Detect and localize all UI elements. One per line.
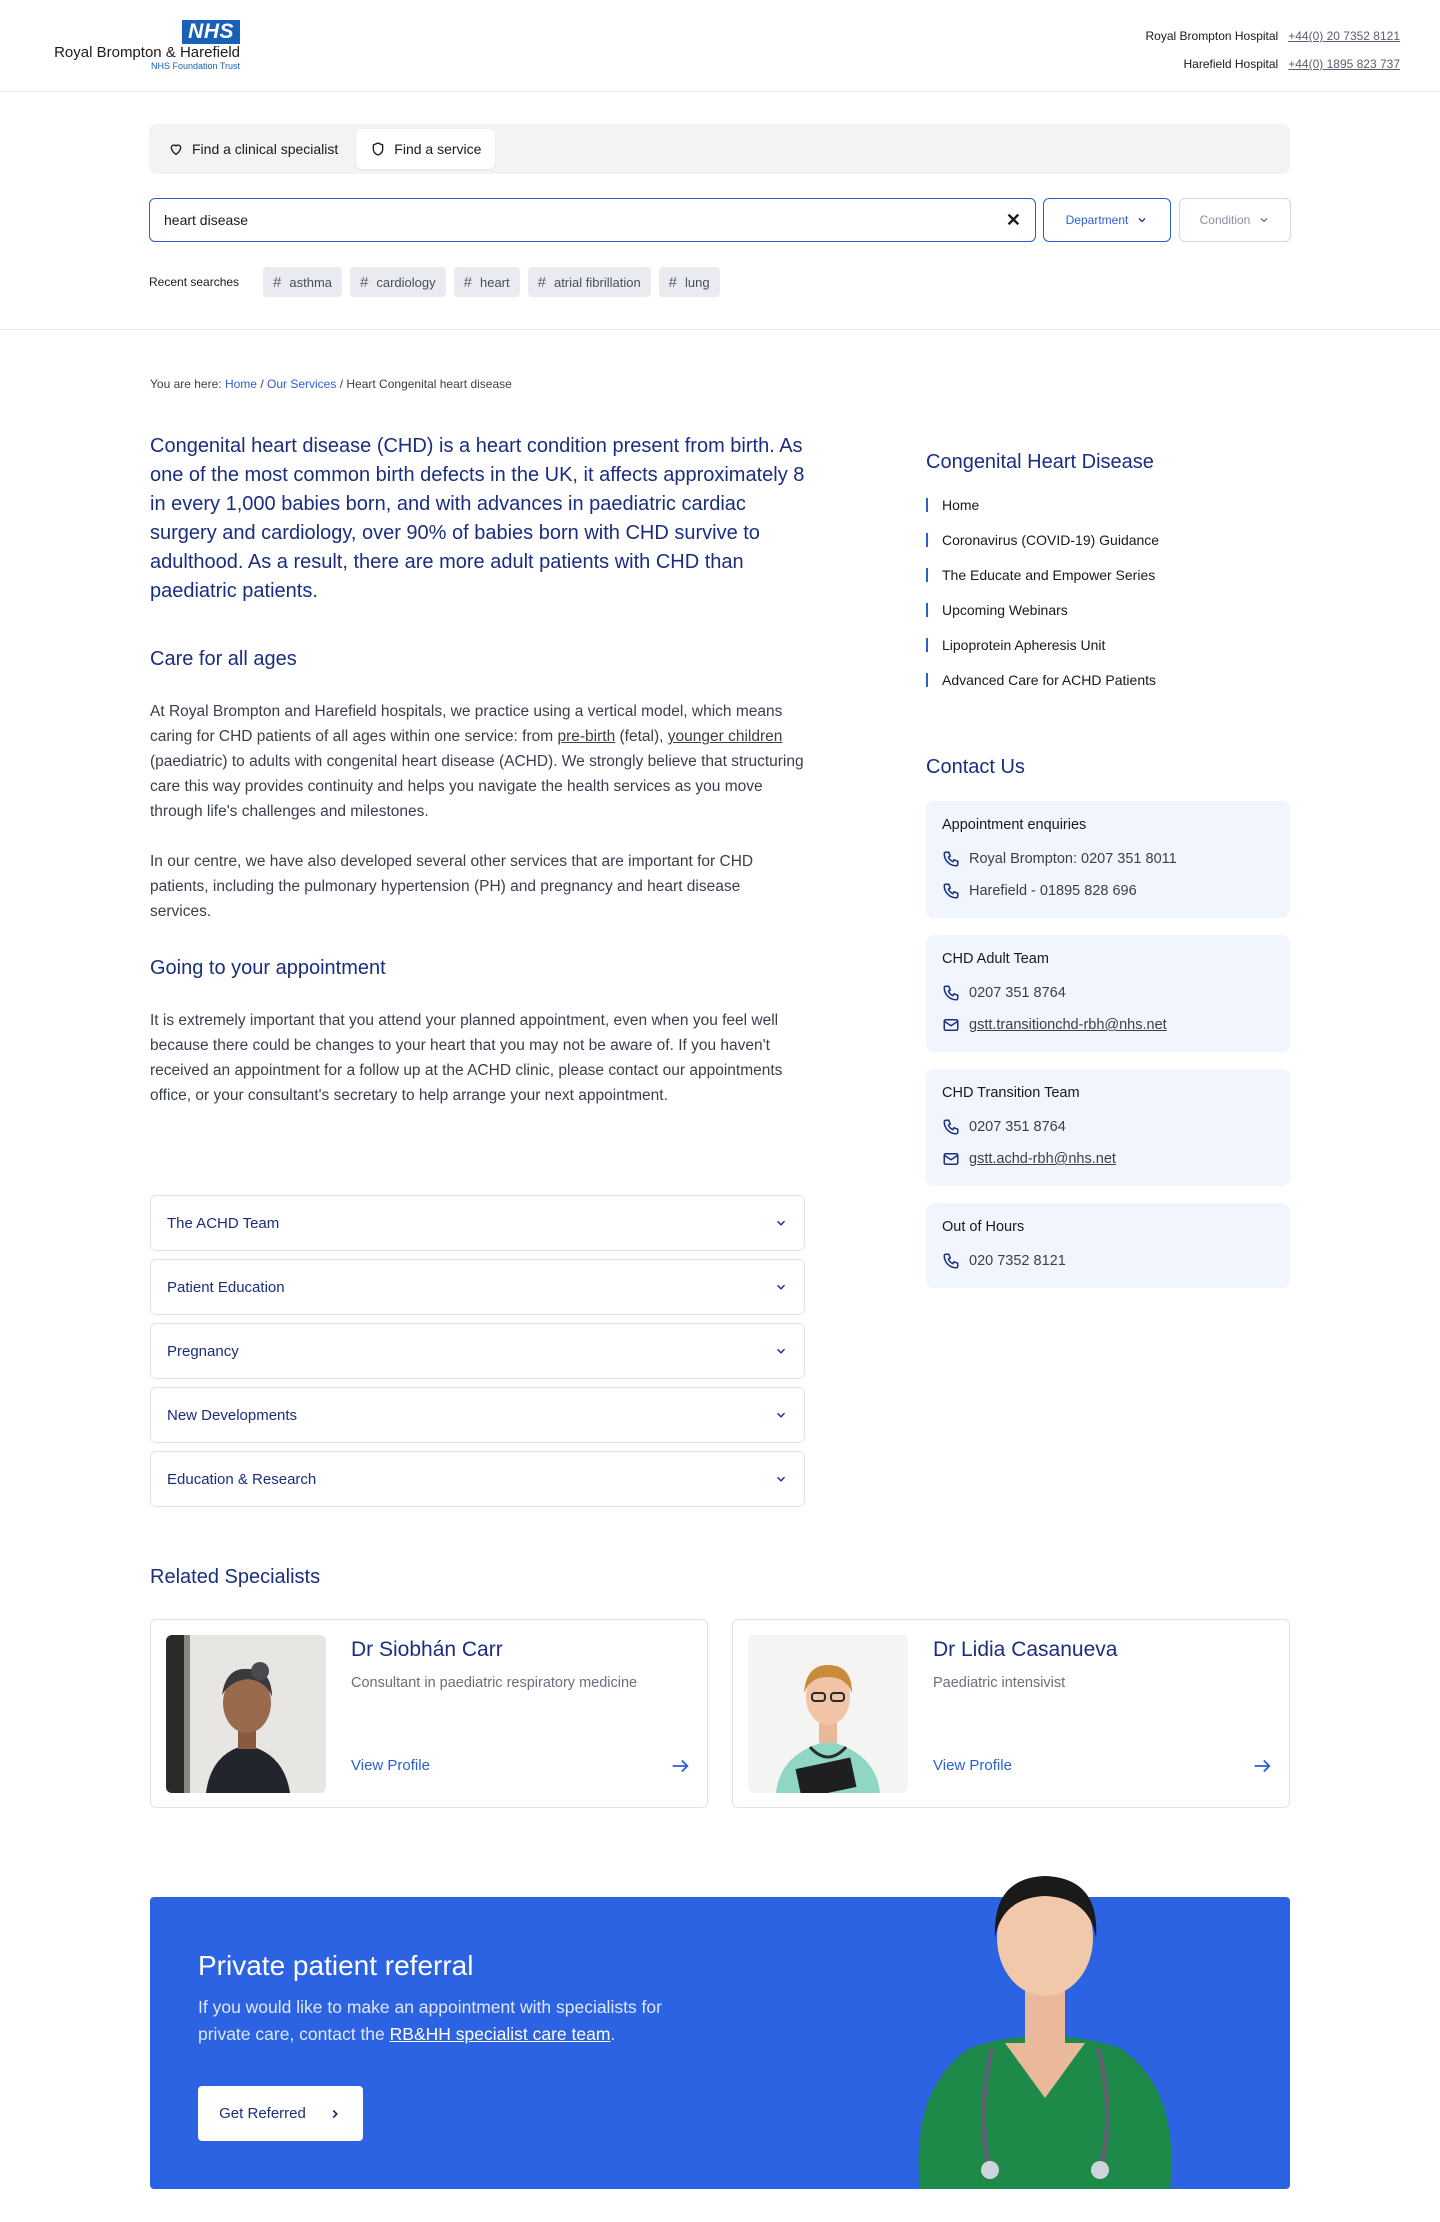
main-content (150, 432, 805, 1108)
accordion-label: Education & Research (167, 1470, 317, 1488)
specialist-care-team-link[interactable]: RB&HH specialist care team (389, 2024, 611, 2044)
logo-name: Royal Brompton & Harefield (54, 44, 240, 61)
phone-text: Royal Brompton: 0207 351 8011 (969, 851, 1177, 867)
shield-icon (370, 141, 386, 157)
hash-icon: # (273, 273, 282, 291)
sidebar-item-advanced-care[interactable]: Advanced Care for ACHD Patients (926, 673, 1290, 687)
chevron-down-icon (774, 1280, 788, 1294)
phone-text: 020 7352 8121 (969, 1253, 1066, 1269)
specialists-heading: Related Specialists (150, 1566, 321, 1588)
contact-card-transition-team (926, 1069, 1290, 1186)
recent-chip[interactable] (528, 267, 651, 297)
phone-text: 0207 351 8764 (969, 1119, 1066, 1135)
dropdown-label: Condition (1199, 213, 1251, 227)
care-paragraph (150, 699, 805, 824)
specialist-role: Consultant in paediatric respiratory medicine (351, 1675, 638, 1691)
search-query: heart disease (164, 212, 249, 228)
contact-royal-brompton (1146, 22, 1401, 50)
sidebar-item-apheresis[interactable]: Lipoprotein Apheresis Unit (926, 638, 1290, 652)
clear-icon[interactable]: ✕ (1005, 209, 1021, 230)
mail-icon (942, 1150, 960, 1168)
text-span: . (610, 2024, 616, 2044)
phone-icon (942, 1118, 960, 1136)
email-link[interactable] (942, 1143, 1274, 1175)
email-link[interactable] (942, 1009, 1274, 1041)
card-title: Appointment enquiries (942, 817, 1087, 833)
header-contacts (1146, 22, 1401, 78)
heart-icon (168, 141, 184, 157)
chevron-down-icon (774, 1472, 788, 1486)
chevron-right-icon (328, 2107, 342, 2121)
search-input[interactable] (149, 198, 1036, 242)
tab-find-specialist[interactable] (154, 129, 352, 169)
text-span: At Royal Brompton and Harefield hospitals, we practice using a vertical model, which means caring for CHD patients of all ages within one service: from (150, 703, 783, 745)
phone-text: Harefield - 01895 828 696 (969, 883, 1137, 899)
card-title: CHD Adult Team (942, 951, 1049, 967)
accordion-label: Pregnancy (167, 1342, 239, 1360)
recent-chip[interactable] (454, 267, 520, 297)
specialist-photo (166, 1635, 326, 1793)
contact-title: Contact Us (926, 756, 1025, 778)
contact-card-adult-team (926, 935, 1290, 1052)
accordion-pregnancy[interactable] (150, 1323, 805, 1379)
promo-title: Private patient referral (198, 1950, 474, 1981)
hospital-phone-link[interactable]: +44(0) 1895 823 737 (1288, 57, 1400, 71)
hash-icon: # (360, 273, 369, 291)
breadcrumb-services-link[interactable]: Our Services (267, 377, 337, 391)
chip-label: lung (685, 274, 710, 290)
phone-icon (942, 850, 960, 868)
breadcrumb-current: Heart Congenital heart disease (346, 377, 512, 391)
button-label: Get Referred (219, 2105, 306, 2122)
hash-icon: # (463, 273, 472, 291)
view-profile-link[interactable]: View Profile (933, 1757, 1012, 1774)
contact-card-out-of-hours (926, 1203, 1290, 1288)
breadcrumb-home-link[interactable]: Home (224, 377, 257, 391)
contact-card-appointments (926, 801, 1290, 918)
appointment-heading: Going to your appointment (150, 957, 386, 979)
tab-label: Find a service (394, 141, 482, 157)
condition-dropdown[interactable] (1179, 198, 1291, 242)
view-profile-link[interactable]: View Profile (351, 1757, 430, 1774)
dropdown-label: Department (1065, 213, 1129, 227)
accordion-label: The ACHD Team (167, 1214, 280, 1232)
recent-chip[interactable] (659, 267, 720, 297)
pre-birth-link[interactable]: pre-birth (557, 728, 616, 745)
chip-label: heart (479, 274, 510, 290)
chevron-down-icon (774, 1216, 788, 1230)
specialist-name: Dr Siobhán Carr (351, 1638, 503, 1661)
accordion-patient-education[interactable] (150, 1259, 805, 1315)
accordion-label: Patient Education (167, 1278, 285, 1296)
nhs-badge: NHS (182, 20, 240, 44)
phone-icon (942, 984, 960, 1002)
phone-line[interactable] (942, 1111, 1274, 1143)
recent-chip[interactable] (263, 267, 342, 297)
logo-trust: NHS Foundation Trust (150, 61, 240, 71)
accordion-achd-team[interactable] (150, 1195, 805, 1251)
email-text: gstt.transitionchd-rbh@nhs.net (969, 1017, 1167, 1033)
recent-label: Recent searches (149, 275, 240, 289)
get-referred-button[interactable] (198, 2086, 363, 2141)
sidebar-item-covid[interactable]: Coronavirus (COVID-19) Guidance (926, 533, 1290, 547)
sidebar-item-educate[interactable]: The Educate and Empower Series (926, 568, 1290, 582)
contact-harefield (1146, 50, 1401, 78)
phone-text: 0207 351 8764 (969, 985, 1066, 1001)
appointment-paragraph: It is extremely important that you attend your planned appointment, even when you feel well because there could be changes to your heart that you may not be aware of. If you haven't received an appointment for a follow up at the ACHD clinic, please contact our appointments office, or your consultant's secretary to help arrange your next appointment. (150, 1012, 783, 1104)
mail-icon (942, 1016, 960, 1034)
chevron-down-icon (774, 1408, 788, 1422)
phone-line[interactable] (942, 843, 1274, 875)
sidebar-item-webinars[interactable]: Upcoming Webinars (926, 603, 1290, 617)
accordion-new-developments[interactable] (150, 1387, 805, 1443)
sidebar-title: Congenital Heart Disease (926, 451, 1154, 473)
card-title: CHD Transition Team (942, 1085, 1080, 1101)
text-span: (paediatric) to adults with congenital heart disease (ACHD). We strongly believe that structuring care this way provides continuity and helps you navigate the health services as you move through life's challenges and milestones. (150, 753, 804, 820)
specialist-card[interactable] (732, 1619, 1290, 1808)
site-header (0, 0, 1440, 92)
sidebar-item-home[interactable]: Home (926, 498, 1290, 512)
younger-children-link[interactable]: younger children (667, 728, 783, 745)
specialist-name: Dr Lidia Casanueva (933, 1638, 1118, 1661)
phone-line[interactable] (942, 977, 1274, 1009)
care-paragraph-2: In our centre, we have also developed several other services that are important for CHD patients, including the pulmonary hypertension (PH) and pregnancy and heart disease services. (150, 853, 754, 920)
card-title: Out of Hours (942, 1219, 1025, 1235)
chip-label: asthma (289, 274, 333, 290)
sidebar-nav (926, 451, 1290, 708)
hospital-name: Harefield Hospital (1183, 57, 1279, 71)
phone-icon (942, 1252, 960, 1270)
recent-searches (149, 267, 720, 297)
promo-text (198, 1994, 718, 2048)
search-area (0, 92, 1440, 330)
chevron-down-icon (1258, 214, 1270, 226)
specialist-card[interactable] (150, 1619, 708, 1808)
specialist-photo (748, 1635, 908, 1793)
specialist-role: Paediatric intensivist (933, 1675, 1066, 1691)
tab-find-service[interactable] (356, 129, 495, 169)
chevron-down-icon (774, 1344, 788, 1358)
breadcrumb: You are here: Home / Our Services / Heart Congenital heart disease (150, 377, 512, 391)
hospital-phone-link[interactable]: +44(0) 20 7352 8121 (1288, 29, 1400, 43)
department-dropdown[interactable] (1043, 198, 1171, 242)
phone-icon (942, 882, 960, 900)
nurse-image (880, 1838, 1210, 2189)
recent-chip[interactable] (350, 267, 446, 297)
phone-line[interactable] (942, 875, 1274, 907)
trust-logo[interactable] (40, 20, 240, 74)
text-span: (fetal), (615, 728, 668, 745)
hospital-name: Royal Brompton Hospital (1145, 29, 1279, 43)
care-heading: Care for all ages (150, 648, 297, 670)
email-text: gstt.achd-rbh@nhs.net (969, 1151, 1116, 1167)
lead-paragraph: Congenital heart disease (CHD) is a heart condition present from birth. As one of the most common birth defects in the UK, it affects approximately 8 in every 1,000 babies born, and with advances in paediatric cardiac surgery and cardiology, over 90% of babies born with CHD survive to adulthood. As a result, there are more adult patients with CHD than paediatric patients. (150, 435, 805, 602)
chevron-down-icon (1136, 214, 1148, 226)
phone-line[interactable] (942, 1245, 1274, 1277)
text-span: If you would like to make an appointment with specialists for private care, contact the (198, 1997, 662, 2044)
chip-label: atrial fibrillation (553, 274, 641, 290)
arrow-right-icon[interactable] (1251, 1755, 1273, 1777)
tab-label: Find a clinical specialist (192, 141, 339, 157)
arrow-right-icon[interactable] (669, 1755, 691, 1777)
chip-label: cardiology (376, 274, 436, 290)
hash-icon: # (537, 273, 546, 291)
breadcrumb-prefix: You are here: (150, 377, 222, 391)
accordion-label: New Developments (167, 1406, 298, 1424)
accordion-education-research[interactable] (150, 1451, 805, 1507)
hash-icon: # (668, 273, 678, 291)
search-tabs (149, 124, 1290, 174)
